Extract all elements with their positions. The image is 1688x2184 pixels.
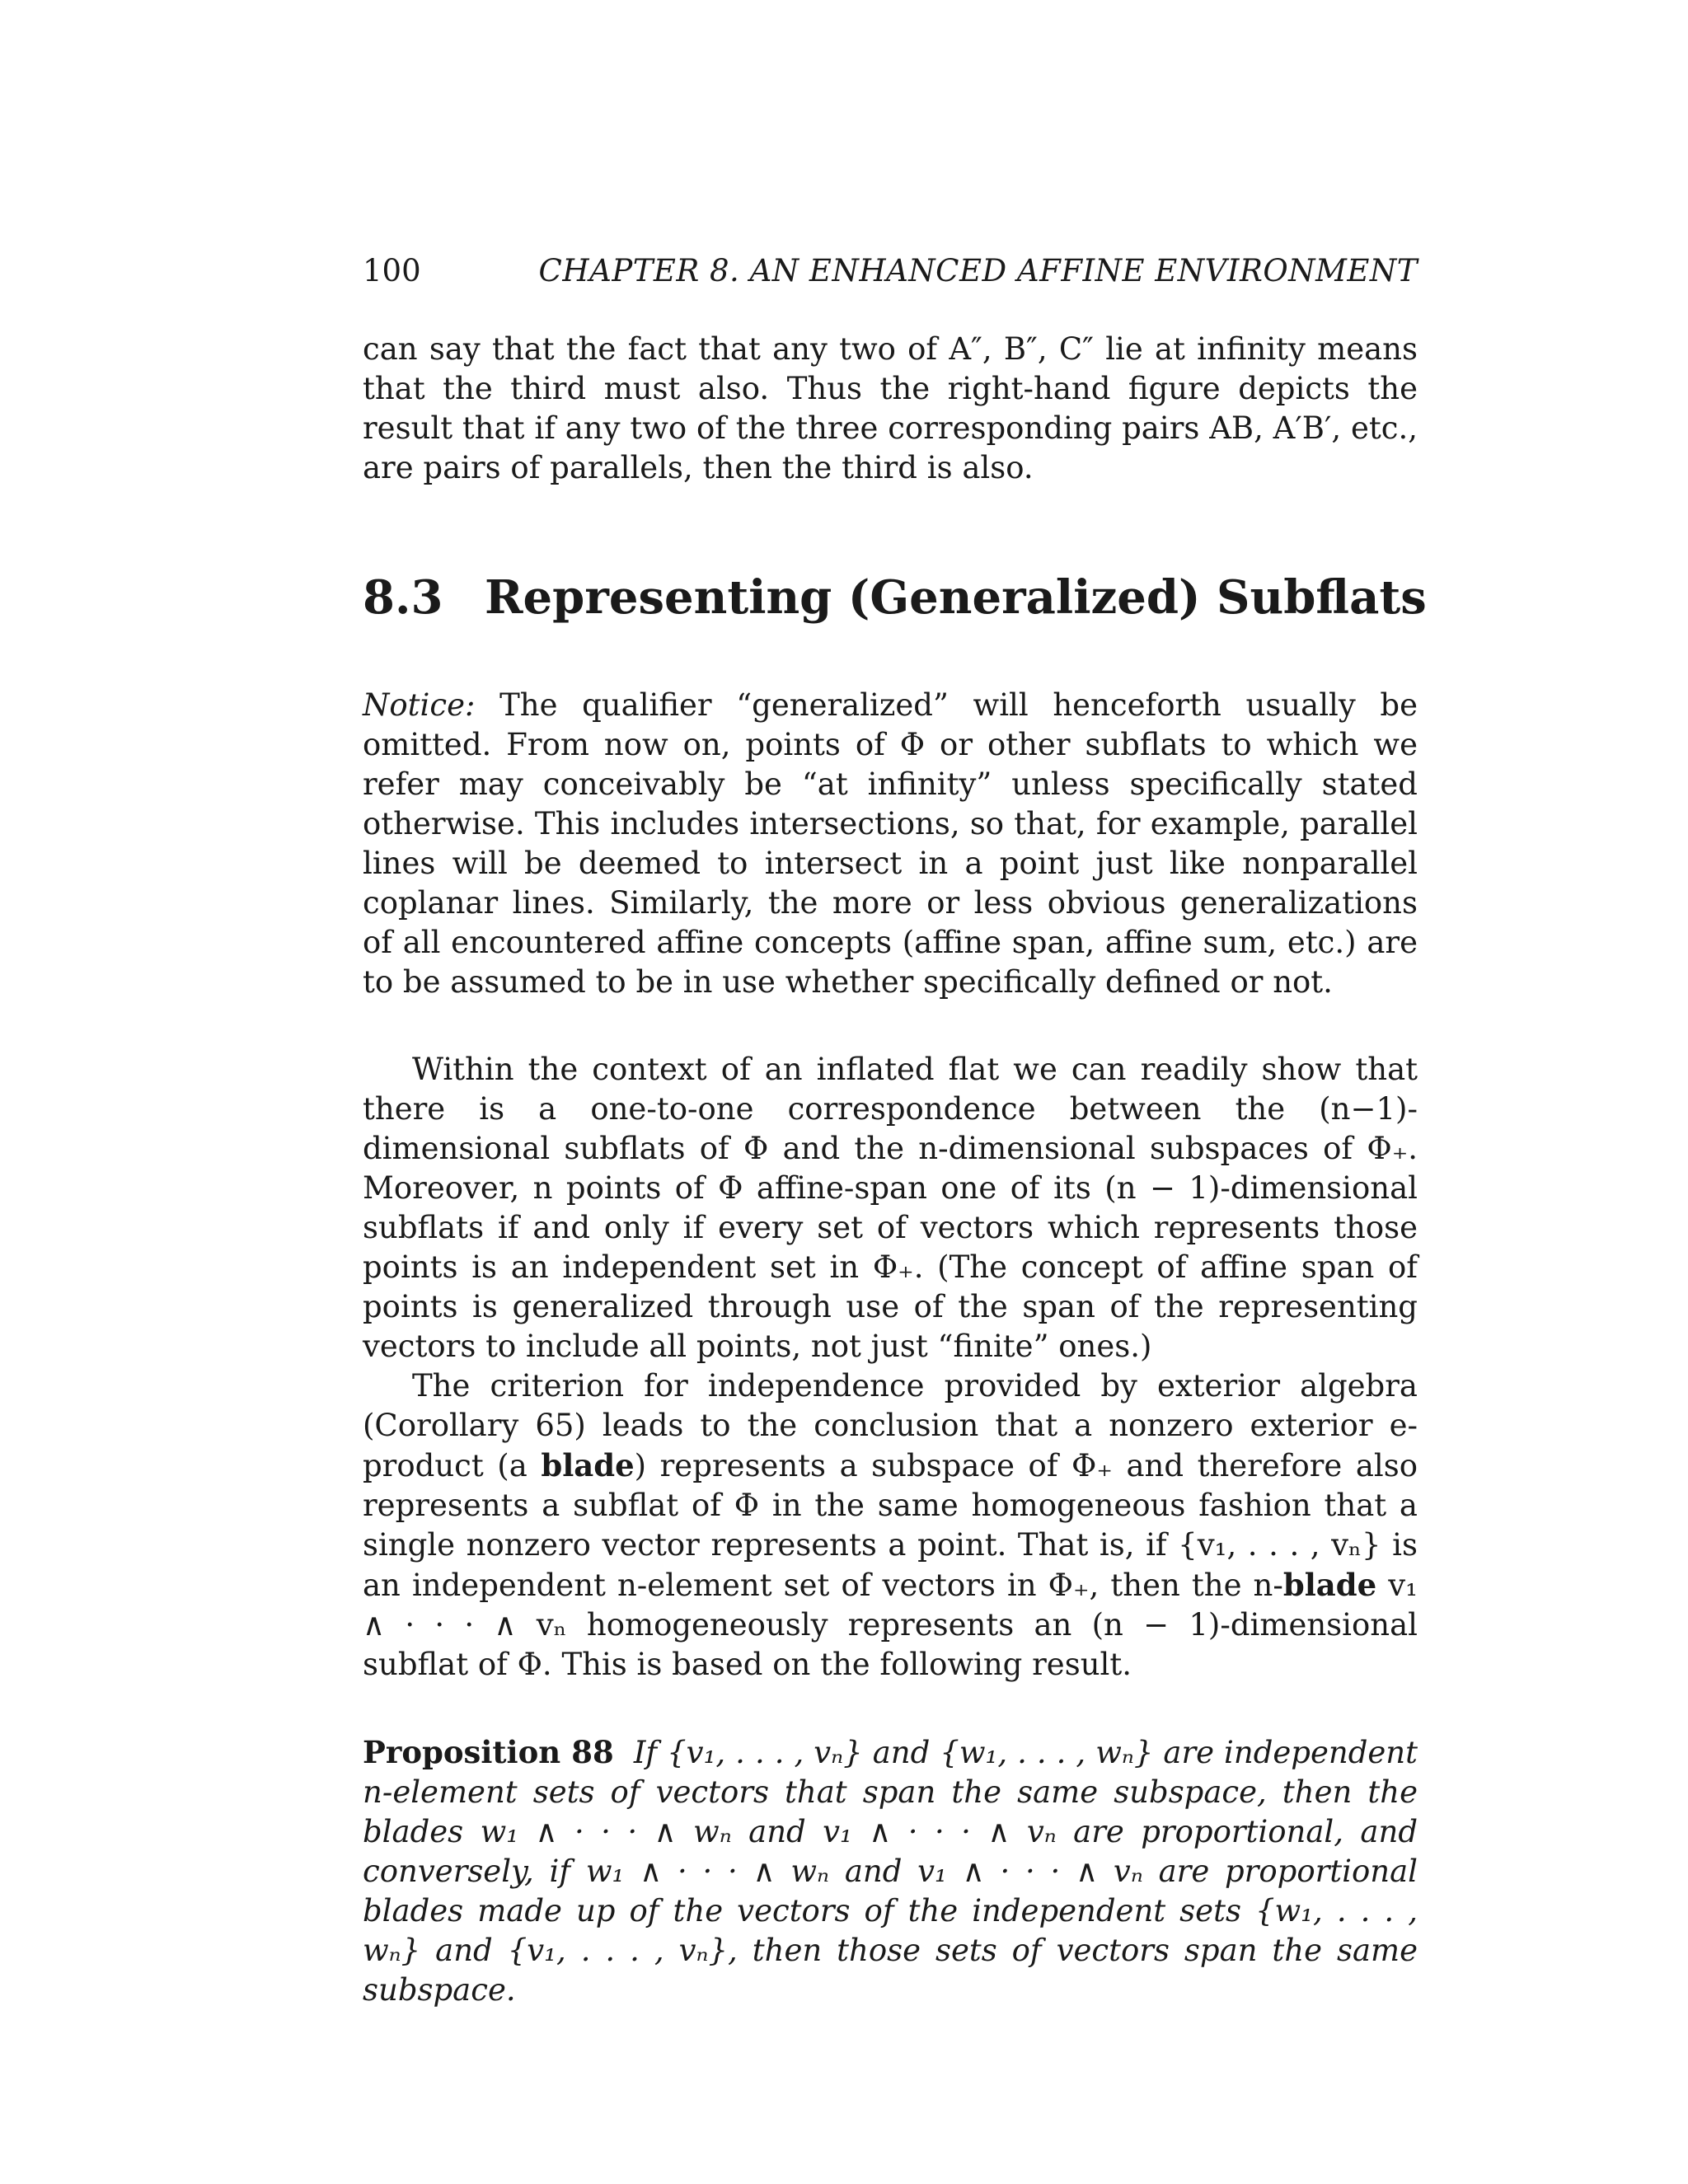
section-heading bbox=[363, 569, 1427, 626]
criterion-part-3: v₁ ∧ · · · ∧ vₙ homogeneously represents an (n − 1)-dimensional subflat of Φ. This is based on the following result. bbox=[363, 1568, 1418, 1682]
criterion-part-1: The criterion for independence provided by exterior algebra (Corollary 65) leads to the conclusion that a nonzero exterior e-product (a bbox=[363, 1368, 1418, 1483]
criterion-part-2: ) represents a subspace of Φ₊ and therefore also represents a subflat of Φ in the same homogeneous fashion that a single nonzero vector represents a point. That is, if {v₁, . . . , vₙ} is an independent n-element set of vectors in Φ₊, then the n- bbox=[363, 1448, 1418, 1603]
section-title: Representing (Generalized) Subflats bbox=[485, 570, 1427, 625]
running-head bbox=[363, 247, 1418, 295]
page bbox=[363, 247, 1427, 2010]
proposition-88 bbox=[363, 1732, 1418, 2010]
page-number: 100 bbox=[363, 253, 421, 288]
term-n-blade: blade bbox=[1282, 1567, 1377, 1603]
paragraph-criterion bbox=[363, 1366, 1418, 1685]
chapter-title: CHAPTER 8. AN ENHANCED AFFINE ENVIRONMENT bbox=[538, 253, 1418, 288]
notice-text: The qualifier “generalized” will henceforth usually be omitted. From now on, points of Φ or other subflats to which we refer may conceivably be “at infinity” unless specifically stated otherwise. This includes intersections, so that, for example, parallel lines will be deemed to intersect in a point just like nonparallel coplanar lines. Similarly, the more or less obvious generalizations of all encountered affine concepts (affine span, affine sum, etc.) are to be assumed to be in use whether specifically defined or not. bbox=[363, 687, 1418, 1000]
paragraph-intro: can say that the fact that any two of A″, B″, C″ lie at infinity means that the third must also. Thus the right-hand figure depicts the result that if any two of the three corresponding pairs AB, A′B′, etc., are pairs of parallels, then the third is also. bbox=[363, 331, 1418, 485]
notice-paragraph bbox=[363, 686, 1418, 1002]
proposition-label: Proposition 88 bbox=[363, 1734, 614, 1770]
notice-label: Notice: bbox=[363, 687, 476, 723]
proposition-text: If {v₁, . . . , vₙ} and {w₁, . . . , wₙ} are independent n-element sets of vectors that span the same subspace, then the blades w₁ ∧ · · · ∧ wₙ and v₁ ∧ · · · ∧ vₙ are proportional, and conversely, if w₁ ∧ · · · ∧ wₙ and v₁ ∧ · · · ∧ vₙ are proportional blades made up of the vectors of the independent sets {w₁, . . . , wₙ} and {v₁, . . . , vₙ}, then those sets of vectors span the same subspace. bbox=[363, 1735, 1418, 2008]
term-blade: blade bbox=[541, 1447, 635, 1483]
paragraph-context: Within the context of an inflated flat we can readily show that there is a one-to-one correspondence between the (n−1)-dimensional subflats of Φ and the n-dimensional subspaces of Φ₊. Moreover, n points of Φ affine-span one of its (n − 1)-dimensional subflats if and only if every set of vectors which represents those points is an independent set in Φ₊. (The concept of affine span of points is generalized through use of the span of the representing vectors to include all points, not just “finite” ones.) bbox=[363, 1052, 1418, 1364]
section-number: 8.3 bbox=[363, 570, 443, 625]
